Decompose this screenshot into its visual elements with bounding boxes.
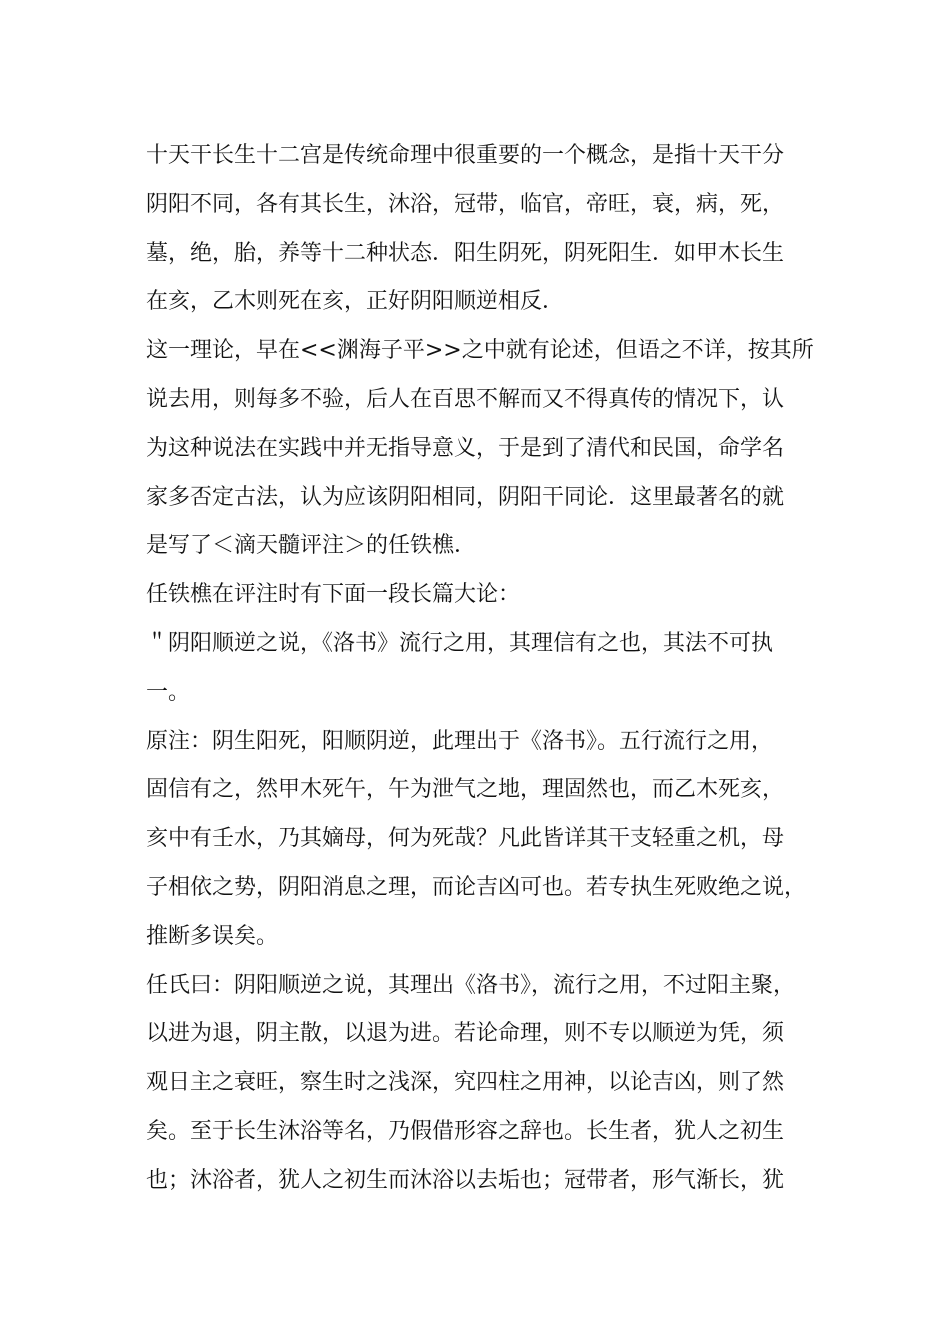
text-line: 说去用，则每多不验，后人在百思不解而又不得真传的情况下，认 bbox=[146, 386, 785, 412]
text-line: 以进为退，阴主散，以退为进。若论命理，则不专以顺逆为凭，须 bbox=[146, 1021, 785, 1047]
text-line: ＂阴阳顺逆之说，《洛书》流行之用，其理信有之也，其法不可执 bbox=[146, 630, 774, 656]
document-body bbox=[146, 132, 814, 1206]
text-line: 墓，绝，胎，养等十二种状态．阳生阴死，阴死阳生．如甲木长生 bbox=[146, 240, 785, 266]
text-line: 十天干长生十二宫是传统命理中很重要的一个概念，是指十天干分 bbox=[146, 143, 785, 168]
text-line: 任氏曰：阴阳顺逆之说，其理出《洛书》，流行之用，不过阳主聚， bbox=[146, 972, 796, 998]
text-line: 家多否定古法，认为应该阴阳相同，阴阳干同论．这里最著名的就 bbox=[146, 484, 785, 510]
text-line: 亥中有壬水，乃其嫡母，何为死哉？凡此皆详其干支轻重之机，母 bbox=[146, 826, 785, 852]
text-line: 原注：阴生阳死，阳顺阴逆，此理出于《洛书》。五行流行之用， bbox=[146, 728, 774, 754]
text-line: 这一理论，早在<<渊海子平>>之中就有论述，但语之不详，按其所 bbox=[146, 338, 814, 364]
text-line: 为这种说法在实践中并无指导意义，于是到了清代和民国，命学名 bbox=[146, 435, 785, 461]
text-line: 矣。至于长生沐浴等名，乃假借形容之辞也。长生者，犹人之初生 bbox=[146, 1118, 785, 1144]
text-line: 观日主之衰旺，察生时之浅深，究四柱之用神，以论吉凶，则了然 bbox=[146, 1070, 785, 1096]
text-line: 一。 bbox=[146, 679, 191, 705]
text-line: 阴阳不同，各有其长生，沐浴，冠带，临官，帝旺，衰，病，死， bbox=[146, 191, 785, 217]
text-line: 是写了＜滴天髓评注＞的任铁樵． bbox=[146, 533, 477, 559]
text-line: 在亥，乙木则死在亥，正好阴阳顺逆相反． bbox=[146, 289, 565, 315]
text-line: 推断多误矣。 bbox=[146, 923, 279, 949]
text-line: 任铁樵在评注时有下面一段长篇大论： bbox=[146, 582, 521, 608]
text-line: 固信有之，然甲木死午，午为泄气之地，理固然也，而乙木死亥， bbox=[146, 777, 785, 803]
text-line: 也；沐浴者，犹人之初生而沐浴以去垢也；冠带者，形气渐长，犹 bbox=[146, 1167, 785, 1193]
text-line: 子相依之势，阴阳消息之理，而论吉凶可也。若专执生死败绝之说， bbox=[146, 874, 807, 900]
